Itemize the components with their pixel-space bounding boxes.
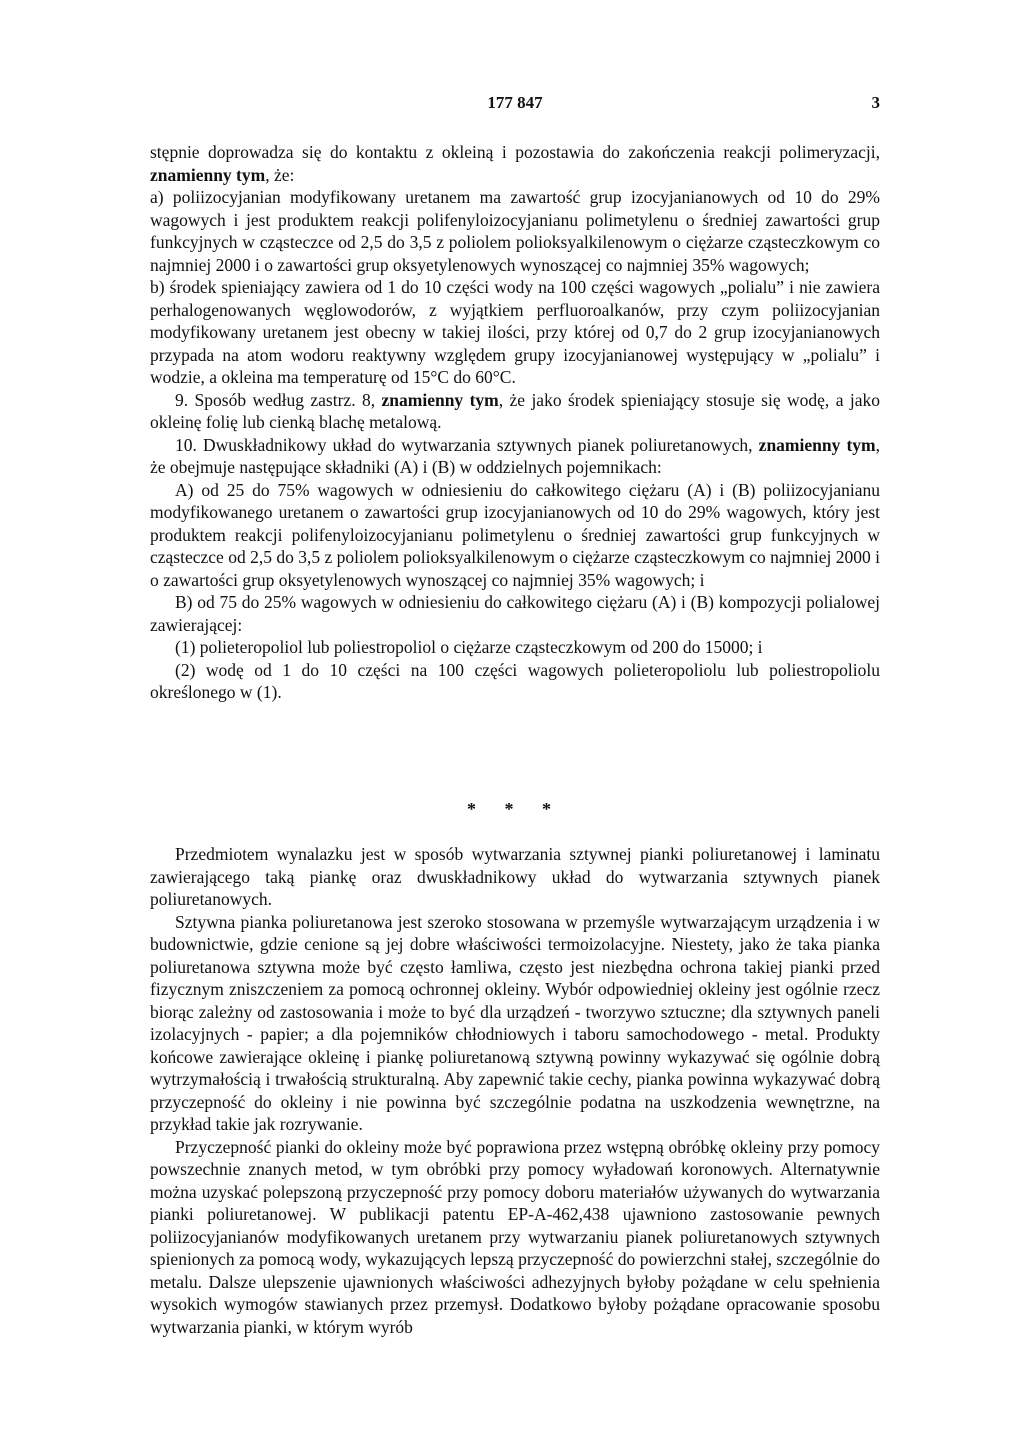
claim-10 — [150, 434, 880, 479]
claim-paragraph — [150, 141, 880, 186]
page-number: 3 — [871, 93, 880, 112]
description-paragraph: Przyczepność pianki do okleiny może być poprawiona przez wstępną obróbkę okleiny przy pomocy powszechnie znanych metod, w tym obróbki przy pomocy wyładowań koronowych. Alternatywnie można uzyskać polepszoną przyczepność przy pomocy doboru materiałów używanych do wytwarzania pianki poliuretanowej. W publikacji patentu EP-A-462,438 ujawniono zastosowanie pewnych poliizocyjanianów modyfikowanych uretanem przy wytwarzaniu pianek poliuretanowych sztywnych spienionych za pomocą wody, wykazujących lepszą przyczepność do powierzchni stałej, szczególnie do metalu. Dalsze ulepszenie ujawnionych właściwości adhezyjnych byłoby pożądane w celu spełnienia wysokich wymogów stawianych przez przemysł. Dodatkowo byłoby pożądane opracowanie sposobu wytwarzania pianki, w którym wyrób — [150, 1136, 880, 1337]
claim-10-item-2: (2) wodę od 1 do 10 części na 100 części wagowych polieteropoliolu lub poliestropoliolu określonego w (1). — [150, 659, 880, 702]
claim-keyword: znamienny tym — [758, 434, 876, 455]
description-section — [150, 843, 880, 1338]
claim-keyword: znamienny tym — [150, 164, 266, 185]
claim-text: , że obejmuje następujące składniki (A) i (B) w oddzielnych pojemnikach: — [150, 434, 881, 477]
claim-10-component-b: B) od 75 do 25% wagowych w odniesieniu do całkowitego ciężaru (A) i (B) kompozycji polialowej zawierającej: — [150, 592, 880, 635]
claim-text: 9. Sposób według zastrz. 8, — [175, 389, 382, 410]
claim-10-item-1: (1) polieteropoliol lub poliestropoliol o ciężarze cząsteczkowym od 200 do 15000; i — [175, 637, 763, 657]
section-separator: * * * — [467, 799, 563, 819]
claim-10-component-a: A) od 25 do 75% wagowych w odniesieniu do całkowitego ciężaru (A) i (B) poliizocyjanianu modyfikowanego uretanem o zawartości grup izocyjanianowych od 10 do 29% wagowych, który jest produktem reakcji polifenyloizocyjanianu polimetylenu o średniej zawartości grup funkcyjnych w cząsteczce od 2,5 do 3,5 z poliolem polioksyalkilenowym o ciężarze cząsteczkowym co najmniej 2000 i o zawartości grup oksyetylenowych wynoszącej co najmniej 35% wagowych; i — [150, 479, 880, 590]
claim-text: , że: — [265, 164, 295, 185]
description-paragraph: Sztywna pianka poliuretanowa jest szeroko stosowana w przemyśle wytwarzającym urządzenia i w budownictwie, gdzie cenione są jej dobre właściwości termoizolacyjne. Niestety, jako że taka pianka poliuretanowa sztywna może być często łamliwa, często jest niezbędna ochrona takiej pianki przed fizycznym zniszczeniem za pomocą ochronnej okleiny. Wybór odpowiedniej okleiny jest ogólnie rzecz biorąc zależny od zastosowania i może to być dla urządzeń - tworzywo sztuczne; dla sztywnych paneli izolacyjnych - papier; a dla pojemników chłodniowych i taboru samochodowego - metal. Produkty końcowe zawierające okleinę i piankę poliuretanową sztywną powinny wykazywać się ogólnie dobrą wytrzymałością i trwałością strukturalną. Aby zapewnić takie cechy, pianka powinna wykazywać dobrą przyczepność do okleiny i nie powinna być szczególnie podatna na uszkodzenia wewnętrzne, na przykład takie jak rozrywanie. — [150, 911, 880, 1134]
description-paragraph: Przedmiotem wynalazku jest w sposób wytwarzania sztywnej pianki poliuretanowej i laminatu zawierającego taką piankę oraz dwuskładnikowy układ do wytwarzania sztywnych pianek poliuretanowych. — [150, 844, 880, 909]
claim-item-b: b) środek spieniający zawiera od 1 do 10 części wody na 100 części wagowych „polialu” i nie zawiera perhalogenowanych węglowodorów, z wyjątkiem perfluoroalkanów, przy czym poliizocyjanian modyfikowany uretanem jest obecny w takiej ilości, przy której od 0,7 do 2 grup izocyjanianowych przypada na atom wodoru reaktywny względem grupy izocyjanianowej występujący w „polialu” i wodzie, a okleina ma temperaturę od 15°C do 60°C. — [150, 277, 880, 387]
claim-item-a: a) poliizocyjanian modyfikowany uretanem ma zawartość grup izocyjanianowych od 10 do 29% wagowych i jest produktem reakcji polifenyloizocyjanianu polimetylenu o średniej zawartości grup funkcyjnych w cząsteczce od 2,5 do 3,5 z poliolem polioksyalkilenowym o ciężarze cząsteczkowym co najmniej 2000 i o zawartości grup oksyetylenowych wynoszącej co najmniej 35% wagowych; — [150, 187, 880, 275]
claim-9 — [150, 389, 880, 434]
claim-text: , że jako środek spieniający stosuje się wodę, a jako okleinę folię lub cienką blachę metalową. — [150, 389, 880, 432]
claim-text: 10. Dwuskładnikowy układ do wytwarzania sztywnych pianek poliuretanowych, — [175, 434, 759, 455]
claims-section — [150, 141, 880, 704]
document-number: 177 847 — [487, 93, 543, 112]
page-header — [150, 92, 880, 116]
claim-text: stępnie doprowadza się do kontaktu z okleiną i pozostawia do zakończenia reakcji polimeryzacji, — [150, 142, 880, 162]
claim-keyword: znamienny tym — [381, 389, 499, 410]
